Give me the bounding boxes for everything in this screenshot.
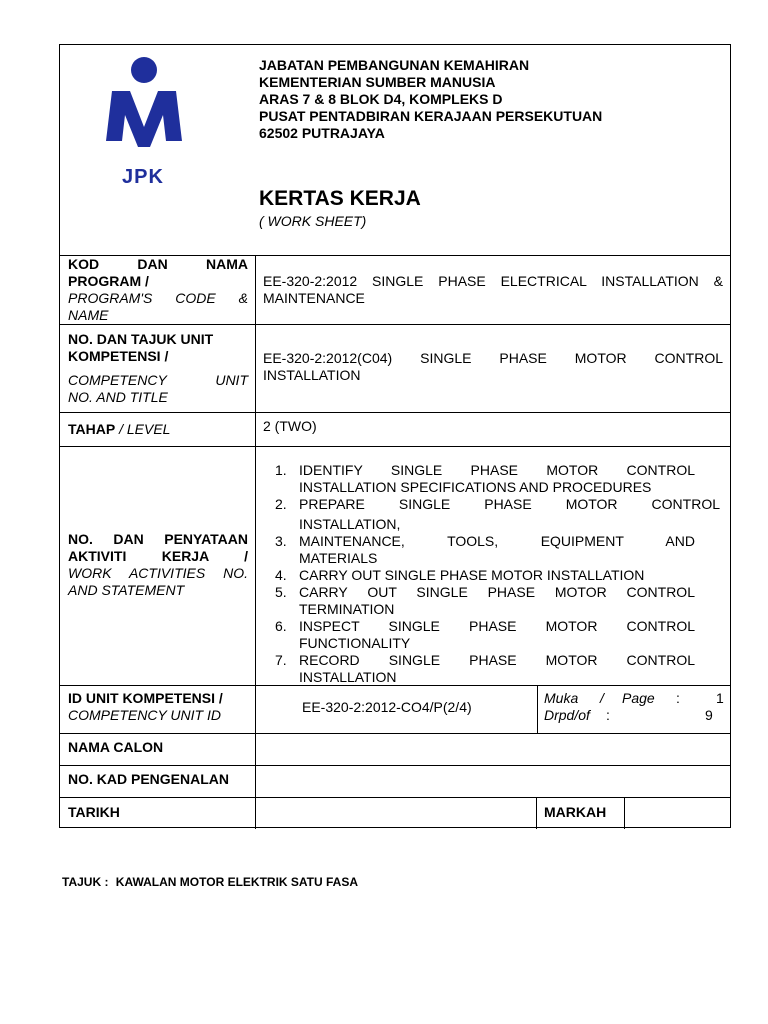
org-line: JABATAN PEMBANGUNAN KEMAHIRAN	[259, 57, 530, 73]
activity-item: 1. IDENTIFY SINGLE PHASE MOTOR CONTROL INSTALLATION SPECIFICATIONS AND PROCEDURES	[275, 462, 695, 495]
unit-label: NO. DAN TAJUK UNIT KOMPETENSI / COMPETENCY UNIT NO. AND TITLE	[68, 331, 248, 405]
marks-field[interactable]	[629, 801, 725, 825]
document-title: KERTAS KERJA	[259, 187, 421, 210]
row-divider	[60, 797, 730, 798]
org-line: PUSAT PENTADBIRAN KERAJAAN PERSEKUTUAN	[259, 108, 603, 124]
activity-item: 5. CARRY OUT SINGLE PHASE MOTOR CONTROL TERMINATION	[275, 584, 695, 617]
row-divider	[60, 412, 730, 413]
activity-item: 4. CARRY OUT SINGLE PHASE MOTOR INSTALLATION	[275, 567, 645, 583]
row-divider	[60, 446, 730, 447]
activity-item: 2. PREPARE SINGLE PHASE MOTOR CONTROL INSTALLATION,	[275, 496, 720, 532]
row-divider	[60, 765, 730, 766]
topic-value: KAWALAN MOTOR ELEKTRIK SATU FASA	[115, 875, 359, 889]
page-number: 1	[716, 690, 724, 706]
program-value: EE-320-2:2012 SINGLE PHASE ELECTRICAL INSTALLATION & MAINTENANCE	[263, 273, 723, 306]
unit-id-label: ID UNIT KOMPETENSI / COMPETENCY UNIT ID	[68, 690, 223, 723]
jpk-logo-icon	[106, 55, 182, 161]
candidate-name-label: NAMA CALON	[68, 739, 164, 755]
date-field[interactable]	[260, 801, 532, 825]
unit-value: EE-320-2:2012(C04) SINGLE PHASE MOTOR CONTROL INSTALLATION	[263, 350, 723, 383]
row-divider	[60, 733, 730, 734]
activities-label: NO. DAN PENYATAAN AKTIVITI KERJA / WORK ACTIVITIES NO. AND STATEMENT	[68, 531, 248, 598]
activity-item: 6. INSPECT SINGLE PHASE MOTOR CONTROL FUNCTIONALITY	[275, 618, 695, 651]
candidate-name-field[interactable]	[260, 737, 726, 761]
row-divider	[60, 324, 730, 325]
column-divider	[537, 685, 538, 733]
activities-list	[275, 462, 720, 686]
level-label: TAHAP / LEVEL	[68, 421, 171, 437]
column-divider	[536, 797, 537, 829]
date-label: TARIKH	[68, 804, 120, 820]
page-info: Muka / Page : 1 Drpd/of : 9	[544, 690, 724, 723]
level-value: 2 (TWO)	[263, 418, 317, 434]
logo-text: JPK	[122, 166, 164, 188]
org-line: ARAS 7 & 8 BLOK D4, KOMPLEKS D	[259, 91, 503, 107]
unit-id-value: EE-320-2:2012-CO4/P(2/4)	[302, 699, 472, 715]
activity-item: 7. RECORD SINGLE PHASE MOTOR CONTROL INSTALLATION	[275, 652, 695, 685]
worksheet-form	[59, 44, 731, 828]
organization-address	[259, 57, 602, 142]
program-label: KOD DAN NAMA PROGRAM / PROGRAM'S CODE & NAME	[68, 256, 248, 323]
ic-number-field[interactable]	[260, 769, 726, 793]
column-divider	[255, 255, 256, 829]
activity-item: 3. MAINTENANCE, TOOLS, EQUIPMENT AND MATERIALS	[275, 533, 695, 566]
total-pages: 9	[705, 707, 713, 723]
topic-line	[62, 875, 358, 889]
org-line: KEMENTERIAN SUMBER MANUSIA	[259, 74, 496, 90]
topic-label: TAJUK :	[62, 875, 109, 889]
marks-label: MARKAH	[544, 804, 607, 820]
document-subtitle: ( WORK SHEET)	[259, 213, 367, 229]
org-line: 62502 PUTRAJAYA	[259, 125, 385, 141]
column-divider	[624, 797, 625, 829]
ic-number-label: NO. KAD PENGENALAN	[68, 771, 230, 787]
